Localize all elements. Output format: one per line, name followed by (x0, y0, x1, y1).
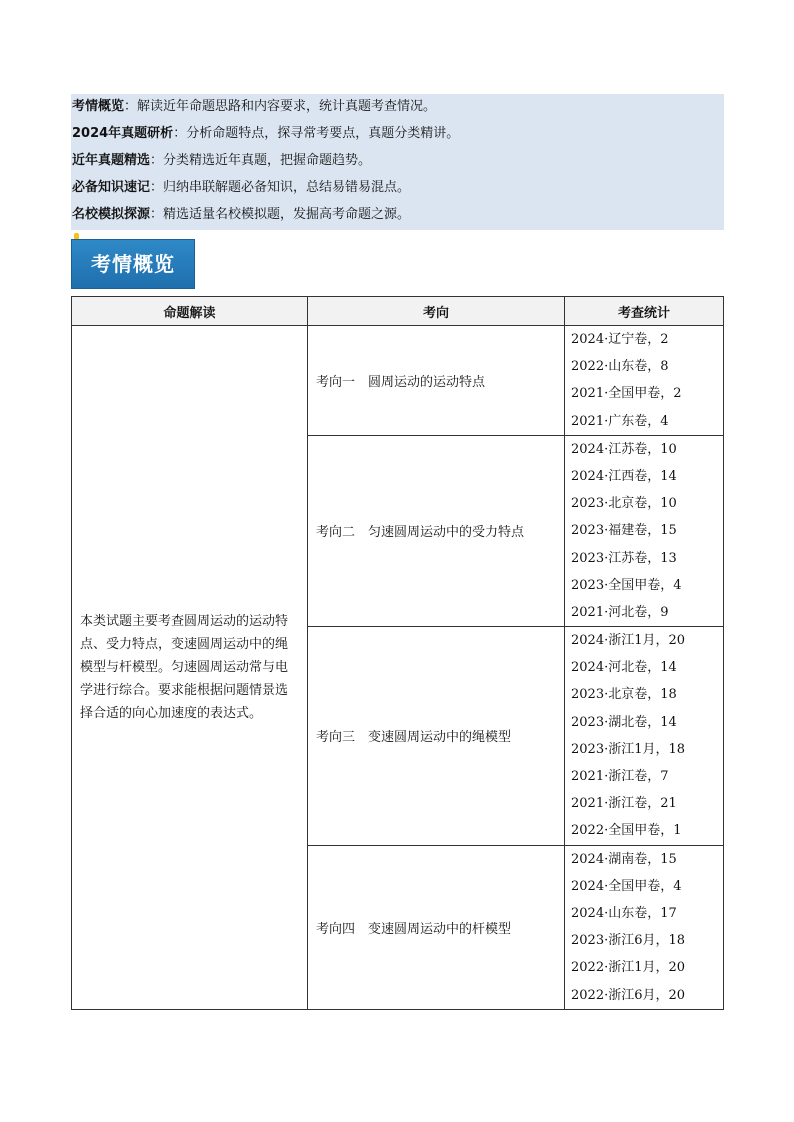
stat-item: 2023·江苏卷，13 (571, 550, 677, 566)
header-direction: 考向 (308, 297, 565, 326)
direction-cell (308, 326, 565, 436)
stat-item: 2023·浙江1月，18 (571, 741, 686, 757)
stat-item: 2021·全国甲卷，2 (571, 386, 682, 402)
statistics-cell (565, 326, 724, 436)
stat-item: 2024·江西卷，14 (571, 468, 677, 484)
intro-text: ：分析命题特点，探寻常考要点，真题分类精讲。 (173, 126, 460, 141)
stat-item: 2021·广东卷，4 (571, 413, 669, 429)
intro-line (72, 177, 724, 204)
section-title: 考情概览 (71, 239, 195, 289)
intro-summary-box (71, 94, 724, 230)
stat-item: 2024·浙江1月，20 (571, 633, 686, 649)
direction-index: 考向三 (316, 730, 356, 746)
stat-item: 2024·山东卷，17 (571, 905, 677, 921)
intro-key: 必备知识速记 (72, 180, 151, 195)
direction-index: 考向一 (316, 374, 356, 390)
statistics-cell (565, 627, 724, 846)
direction-cell (308, 627, 565, 846)
table-header-row (72, 297, 724, 326)
intro-key: 近年真题精选 (72, 153, 151, 168)
stat-item: 2024·辽宁卷，2 (571, 332, 669, 347)
direction-name: 匀速圆周运动中的受力特点 (368, 525, 525, 541)
direction-name: 变速圆周运动中的绳模型 (368, 730, 512, 746)
direction-index: 考向二 (316, 525, 356, 541)
stat-item: 2022·全国甲卷，1 (571, 823, 682, 839)
stat-item: 2022·浙江1月，20 (571, 960, 686, 976)
stat-item: 2023·北京卷，10 (571, 496, 677, 512)
stat-item: 2024·全国甲卷，4 (571, 878, 682, 894)
intro-text: ：归纳串联解题必备知识，总结易错易混点。 (150, 180, 411, 195)
direction-name: 圆周运动的运动特点 (368, 374, 486, 390)
stat-item: 2023·浙江6月，18 (571, 933, 686, 949)
stat-item: 2023·北京卷，18 (571, 687, 677, 703)
stat-item: 2024·河北卷，14 (571, 660, 677, 676)
direction-cell (308, 845, 565, 1009)
intro-line (72, 150, 724, 177)
interpretation-cell (72, 326, 308, 1010)
direction-cell (308, 435, 565, 626)
intro-line (72, 96, 724, 123)
stat-item: 2023·湖北卷，14 (571, 714, 677, 730)
stat-item: 2021·浙江卷，7 (571, 769, 669, 784)
statistics-cell (565, 435, 724, 626)
stat-item: 2024·江苏卷，10 (571, 441, 677, 457)
intro-line (72, 204, 724, 231)
stat-item: 2021·河北卷，9 (571, 604, 669, 620)
statistics-cell (565, 845, 724, 1009)
stat-item: 2021·浙江卷，21 (571, 796, 677, 812)
stat-item: 2022·浙江6月，20 (571, 987, 686, 1003)
stat-item: 2023·全国甲卷，4 (571, 577, 682, 593)
intro-key: 2024年真题研析 (72, 126, 174, 141)
intro-text: ：精选适量名校模拟题，发掘高考命题之源。 (150, 207, 411, 222)
stat-item: 2023·福建卷，15 (571, 523, 677, 539)
table-row (72, 326, 724, 436)
direction-index: 考向四 (316, 921, 356, 937)
direction-name: 变速圆周运动中的杆模型 (368, 921, 512, 937)
header-statistics: 考查统计 (565, 297, 724, 326)
intro-line (72, 123, 724, 150)
intro-text: ：解读近年命题思路和内容要求，统计真题考查情况。 (124, 99, 437, 114)
intro-key: 考情概览 (72, 99, 125, 114)
exam-analysis-table (71, 296, 724, 1010)
intro-key: 名校模拟探源 (72, 207, 151, 222)
intro-text: ：分类精选近年真题，把握命题趋势。 (150, 153, 372, 168)
stat-item: 2024·湖南卷，15 (571, 851, 677, 867)
section-heading (71, 233, 195, 289)
header-interpretation: 命题解读 (72, 297, 308, 326)
interpretation-text: 本类试题主要考查圆周运动的运动特点、受力特点，变速圆周运动中的绳模型与杆模型。匀速圆周运动常与电学进行综合。要求能根据问题情景选择合适的向心加速度的表达式。 (80, 613, 289, 721)
stat-item: 2022·山东卷，8 (571, 359, 669, 375)
